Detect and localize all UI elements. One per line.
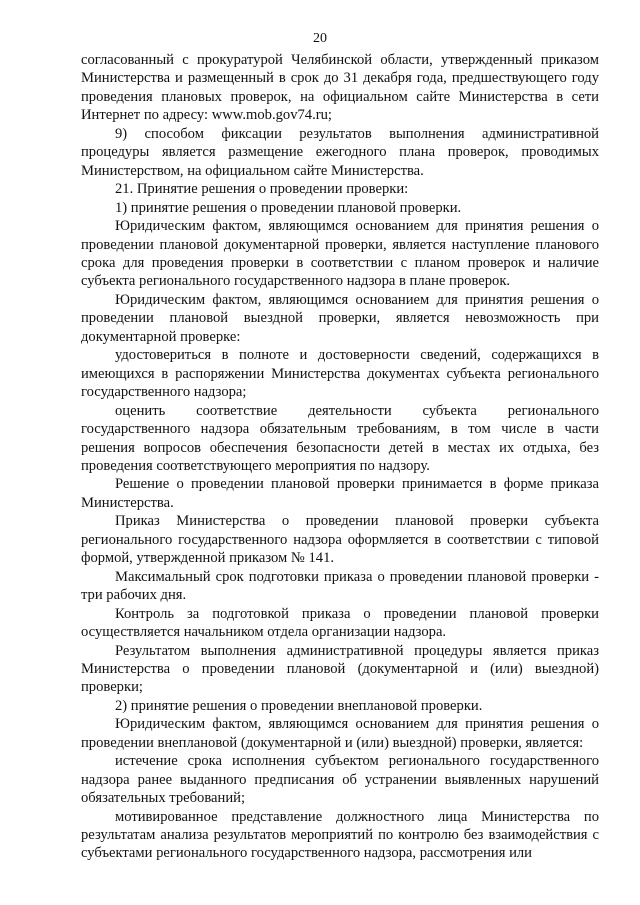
paragraph-section-21-heading: 21. Принятие решения о проведении проверки: bbox=[115, 181, 409, 198]
paragraph-assess-compliance: оценить соответствие деятельности субъекта регионального государственного надзора обязательным требованиям, в том числе в части решения вопросов обеспечения безопасности детей в местах их отдыха, без проведения соответствующего мероприятия по надзору. bbox=[81, 402, 599, 474]
paragraph-control: Контроль за подготовкой приказа о проведении плановой проверки осуществляется начальником отдела организации надзора. bbox=[81, 605, 599, 641]
paragraph-unplanned-inspection-decision: 2) принятие решения о проведении внеплановой проверки. bbox=[115, 697, 483, 714]
paragraph-fixation-method: 9) способом фиксации результатов выполнения административной процедуры является размещение ежегодного плана проверок, проводимых Министерством, на официальном сайте Министерства. bbox=[81, 125, 599, 179]
page-number: 20 bbox=[313, 31, 327, 46]
paragraph-verify-completeness: удостовериться в полноте и достоверности сведений, содержащихся в имеющихся в распоряжении Министерства документах субъекта регионального государственного надзора; bbox=[81, 347, 599, 401]
paragraph-decision-form: Решение о проведении плановой проверки принимается в форме приказа Министерства. bbox=[81, 476, 599, 511]
paragraph-documentary-basis: Юридическим фактом, являющимся основанием для принятия решения о проведении плановой документарной проверки, является наступление планового срока для проведения проверки в соответствии с планом проверок и наличие субъекта регионального государственного надзора в плане проверок. bbox=[81, 218, 599, 290]
paragraph-onsite-basis: Юридическим фактом, являющимся основанием для принятия решения о проведении плановой выездной проверки, является невозможность при документарной проверке: bbox=[81, 291, 599, 345]
paragraph-order-template: Приказ Министерства о проведении плановой проверки субъекта регионального государственного надзора оформляется в соответствии с типовой формой, утвержденной приказом № 141. bbox=[81, 513, 599, 567]
paragraph-order-expiry: истечение срока исполнения субъектом регионального государственного надзора ранее выданного предписания об устранении выявленных нарушений обязательных требований; bbox=[81, 753, 599, 807]
paragraph-motivated-submission: мотивированное представление должностного лица Министерства по результатам анализа результатов мероприятий по контролю без взаимодействия с субъектами регионального государственного надзора, рассмотрения или bbox=[81, 808, 599, 862]
paragraph-plan-approval: согласованный с прокуратурой Челябинской области, утвержденный приказом Министерства и размещенный в срок до 31 декабря года, предшествующего году проведения плановых проверок, на официальном сайте Министерства в сети Интернет по адресу: www.mob.gov74.ru; bbox=[81, 52, 599, 124]
paragraph-result: Результатом выполнения административной процедуры является приказ Министерства о проведении плановой (документарной и (или) выездной) проверки; bbox=[81, 642, 599, 696]
document-body bbox=[81, 51, 599, 863]
paragraph-unplanned-basis: Юридическим фактом, являющимся основанием для принятия решения о проведении внеплановой (документарной и (или) выездной) проверки, является: bbox=[81, 716, 599, 751]
paragraph-max-term: Максимальный срок подготовки приказа о проведении плановой проверки - три рабочих дня. bbox=[81, 568, 599, 604]
paragraph-planned-inspection-decision: 1) принятие решения о проведении плановой проверки. bbox=[115, 199, 462, 216]
